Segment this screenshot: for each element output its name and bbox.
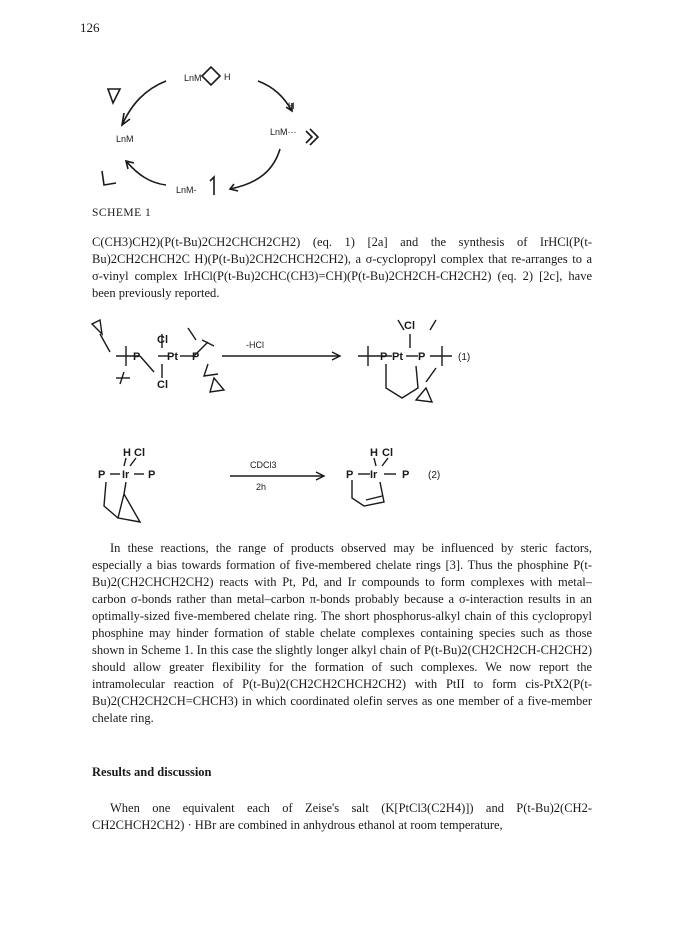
eq1-reactant-metal: Pt — [167, 351, 178, 363]
eq1-reactant-cl-bottom: Cl — [157, 379, 168, 391]
eq2-product-p-left: P — [346, 469, 354, 481]
eq1-reactant-cl-top: Cl — [157, 334, 168, 346]
scheme-node-left: LnM — [116, 134, 134, 144]
eq2-number: (2) — [428, 470, 441, 481]
equation-1 — [80, 312, 600, 432]
eq2-product-cl: Cl — [382, 447, 393, 459]
eq2-reactant-metal: Ir — [122, 469, 130, 481]
eq2-product-h: H — [370, 447, 378, 459]
scheme-cyclopropane — [108, 89, 120, 103]
scheme-label: SCHEME 1 — [92, 207, 152, 219]
paragraph-steric-factors: In these reactions, the range of products observed may be influenced by steric factors, especially a bias towards formation of five-membered chelate rings [3]. Thus the phosphine P(t-Bu)2(CH2CHCH2CH2) reacts with Pt, Pd, and Ir compounds to form complexes with metal–carbon σ-bonds rather than metal–carbon π-bonds probably because a σ-interaction results in an optimally-sized five-membered chelate ring. The short phosphorus-alkyl chain of this cyclopropyl phosphine may hinder formation of stable chelate complexes containing species such as those shown in Scheme 1. In this case the slightly longer alkyl chain of P(t-Bu)2(CH2CH2CH-CH2CH2) should allow greater flexibility for the formation of such complexes. We now report the intramolecular reaction of P(t-Bu)2(CH2CH2CHCH2CH2) with PtII to form cis-PtX2(P(t-Bu)2(CH2CH2CH=CHCH3) in which coordinated olefin serves as one member of a five-member chelate ring. — [92, 541, 592, 725]
equation-2 — [80, 446, 600, 536]
eq2-reactant-h: H — [123, 447, 131, 459]
eq2-reactant-p-left: P — [98, 469, 106, 481]
section-heading: Results and discussion — [92, 765, 212, 779]
eq2-product-metal: Ir — [370, 469, 378, 481]
eq2-reagent: CDCl3 — [250, 460, 277, 470]
scheme-node-top-h: H — [224, 72, 231, 82]
eq1-reactant-p-right: P — [192, 351, 200, 363]
olefin-fragment — [102, 171, 116, 185]
eq1-product-metal: Pt — [392, 351, 403, 363]
eq1-number: (1) — [458, 352, 471, 363]
eq2-reactant-cl: Cl — [134, 447, 145, 459]
scheme-node-right-h: H — [288, 101, 295, 111]
scheme-node-top: LnM — [184, 73, 202, 83]
arc-bottom-left — [126, 161, 166, 185]
eq2-product-p-right: P — [402, 469, 410, 481]
page-number: 126 — [80, 20, 100, 35]
arc-left-top — [122, 81, 166, 125]
top-diamond-ring — [202, 67, 220, 85]
eq2-reactant-p-right: P — [148, 469, 156, 481]
eq2-time: 2h — [256, 482, 267, 492]
arc-top-right — [258, 81, 292, 111]
paragraph-intro: C(CH3)CH2)(P(t-Bu)2CH2CHCH2CH2) (eq. 1) [2a] and the synthesis of IrHCl(P(t-Bu)2CH2CHCH2C H)(P(t-Bu)2CH2CHCH2CH2), a σ-cyclopropyl complex that re-arranges to a σ-vinyl complex IrHCl(P(t-Bu)2CHC(CH3)=CH)(P(t-Bu)2CH2CH-CH2CH2) (eq. 2) [2c], have been previously reported. — [92, 235, 592, 300]
eq1-product-p-left: P — [380, 351, 388, 363]
eq1-product-p-right: P — [418, 351, 426, 363]
eq1-reagent: -HCl — [246, 340, 264, 350]
scheme-node-right: LnM··· — [270, 127, 297, 137]
eq1-product-cl-top: Cl — [404, 320, 415, 332]
scheme-node-bottom: LnM- — [176, 185, 197, 195]
scheme-1-diagram — [80, 45, 400, 205]
paragraph-results: When one equivalent each of Zeise's salt (K[PtCl3(C2H4)]) and P(t-Bu)2(CH2-CH2CHCH2CH2) · HBr are combined in anhydrous ethanol at room temperature, — [92, 801, 592, 832]
eq1-reactant-p-left: P — [133, 351, 141, 363]
arc-right-bottom — [230, 149, 280, 189]
